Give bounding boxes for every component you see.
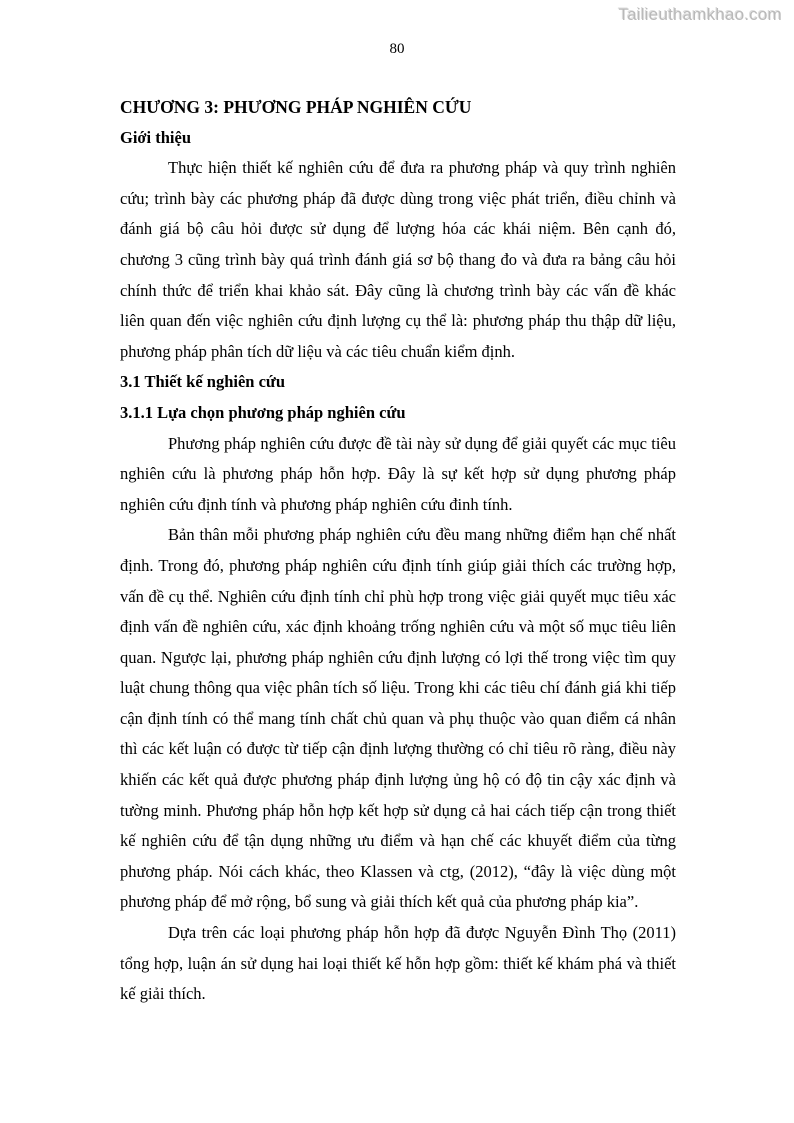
watermark-text: Tailieuthamkhao.com <box>618 5 782 24</box>
body-paragraph-3: Dựa trên các loại phương pháp hỗn hợp đã được Nguyễn Đình Thọ (2011) tổng hợp, luận án sử dụng hai loại thiết kế hỗn hợp gồm: thiết kế khám phá và thiết kế giải thích. <box>120 923 676 1004</box>
body-paragraph-1: Phương pháp nghiên cứu được đề tài này sử dụng để giải quyết các mục tiêu nghiên cứu là phương pháp hỗn hợp. Đây là sự kết hợp sử dụng phương pháp nghiên cứu định tính và phương pháp nghiên cứu đinh tính. <box>120 433 676 514</box>
section-3-1-heading: 3.1 Thiết kế nghiên cứu <box>120 372 285 392</box>
chapter-title: CHƯƠNG 3: PHƯƠNG PHÁP NGHIÊN CỨU <box>120 97 472 117</box>
intro-heading: Giới thiệu <box>120 127 192 147</box>
section-3-1-1-heading: 3.1.1 Lựa chọn phương pháp nghiên cứu <box>120 402 406 422</box>
page-number: 80 <box>389 41 405 57</box>
body-paragraph-2: Bản thân mỗi phương pháp nghiên cứu đều mang những điểm hạn chế nhất định. Trong đó, phương pháp nghiên cứu định tính giúp giải thích các trường hợp, vấn đề cụ thể. Nghiên cứu định tính chỉ phù hợp trong việc giải quyết mục tiêu xác định vấn đề nghiên cứu, xác định khoảng trống nghiên cứu và một số mục tiêu liên quan. Ngược lại, phương pháp nghiên cứu định lượng có lợi thế trong việc tìm quy luật chung thông qua việc phân tích số liệu. Trong khi các tiêu chí đánh giá khi tiếp cận định tính có thể mang tính chất chủ quan và phụ thuộc vào quan điểm cá nhân thì các kết luận có được từ tiếp cận định lượng thường có chỉ tiêu rõ ràng, điều này khiến các kết quả được phương pháp định lượng ủng hộ có độ tin cậy xác định và tường minh. Phương pháp hỗn hợp kết hợp sử dụng cả hai cách tiếp cận trong thiết kế nghiên cứu để tận dụng những ưu điểm và hạn chế các khuyết điểm của từng phương pháp. Nói cách khác, theo Klassen và ctg, (2012), “đây là việc dùng một phương pháp để mở rộng, bổ sung và giải thích kết quả của phương pháp kia”. <box>120 525 676 912</box>
document-content <box>120 92 676 1010</box>
intro-paragraph: Thực hiện thiết kế nghiên cứu để đưa ra phương pháp và quy trình nghiên cứu; trình bày các phương pháp đã được dùng trong việc phát triển, điều chỉnh và đánh giá bộ câu hỏi được sử dụng để lượng hóa các khái niệm. Bên cạnh đó, chương 3 cũng trình bày quá trình đánh giá sơ bộ thang đo và đưa ra bảng câu hỏi chính thức để triển khai khảo sát. Đây cũng là chương trình bày các vấn đề khác liên quan đến việc nghiên cứu định lượng cụ thể là: phương pháp thu thập dữ liệu, phương pháp phân tích dữ liệu và các tiêu chuẩn kiểm định. <box>120 158 676 361</box>
